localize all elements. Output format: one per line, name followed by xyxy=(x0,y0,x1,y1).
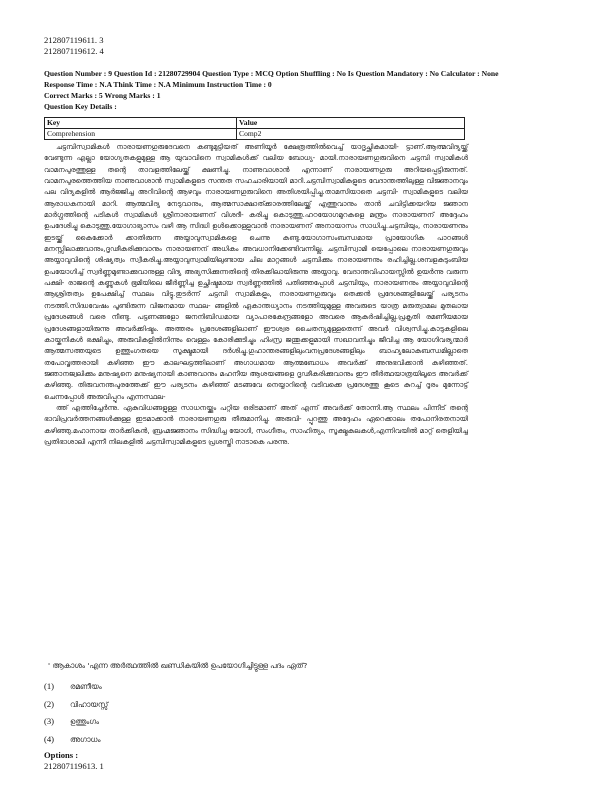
option-3[interactable] xyxy=(44,716,99,727)
table-cell-key: Comprehension xyxy=(45,129,237,140)
question-id-2: 212807119612. 4 xyxy=(44,46,104,56)
question-id-1: 212807119611. 3 xyxy=(44,35,104,45)
option-number: (2) xyxy=(44,699,55,709)
table-header-value: Value xyxy=(237,118,465,129)
option-2[interactable] xyxy=(44,699,108,710)
option-text: രമണീയം xyxy=(70,682,102,691)
option-number: (4) xyxy=(44,734,55,744)
marks-line: Correct Marks : 5 Wrong Marks : 1 xyxy=(44,91,161,100)
table-header-key: Key xyxy=(45,118,237,129)
option-number: (1) xyxy=(44,681,55,691)
question-meta-line-1: Question Number : 9 Question Id : 21280729904 Question Type : MCQ Option Shuffling : No Is Question Mandatory : No Calculator : None xyxy=(44,69,499,78)
comprehension-passage xyxy=(44,142,468,448)
table-cell-value: Comp2 xyxy=(237,129,465,140)
passage-paragraph-2: ത്ത് എത്തിച്ചേർന്നു. ഏകുവിധങ്ങളുള്ള സാധനയ്ക്കും പറ്റിയ ഒരിടമാണ് അത് എന്ന് അവർക്ക് തോന്നി.ആ സ്ഥലം പിന്നീട് തന്റെ ഭാവിപ്രവർത്തനങ്ങൾക്കുള്ള ഇടമാക്കാൻ നാരായണഗുരു തീരുമാനിച്ചു. അരുവി- പ്പുറത്തു അദ്ദേഹം ഏറെക്കാലം തപോനിരതനായി കഴിഞ്ഞു.മഹാനായ താർക്കികൻ, ബ്രഹ്മജ്ഞാനം സിദ്ധിച്ച യോഗി, സംഗീതം, സാഹിത്യം, സൂക്ഷ്മകലകൾ,എന്നിവയിൽ മാറ്റ് തെളിയിച്ച പ്രതിഭാശാലി എന്നീ നിലകളിൽ ചട്ടമ്പിസ്വാമികളുടെ പ്രശസ്തി നാടാകെ പരന്നു. xyxy=(44,403,468,446)
option-text: അഗാധം xyxy=(70,735,101,744)
options-label: Options : xyxy=(44,750,79,760)
question-text: ' ആകാശം 'എന്ന അർത്ഥത്തിൽ ഖണ്ഡികയിൽ ഉപയോഗിച്ചിട്ടുള്ള പദം ഏത്? xyxy=(48,661,308,670)
table-row xyxy=(45,129,465,140)
option-number: (3) xyxy=(44,716,55,726)
option-text: വിഹായസ്സ് xyxy=(70,700,109,709)
passage-paragraph-1: ചട്ടമ്പിസ്വാമികൾ നാരായണഗുരുദേവനെ കണ്ടുമുട്ടിയത് അണിയൂർ ക്ഷേത്രത്തിൽവെച്ച് യാദൃച്ഛികമായി- ട്ടാണ്.ആത്മവിദ്യയ്ക്ക് വേണ്ടുന്ന എല്ലാ യോഗ്യതകളുമുള്ള ആ യുവാവിനെ സ്വാമികൾക്ക് വലിയ ബോധ്യ- മായി.നാരായണഗുരുവിനെ ചട്ടമ്പി സ്വാമികൾ വാമനപുരത്തുള്ള തന്റെ താവളത്തിലേയ്ക്ക് ക്ഷണിച്ചു. നാണുവാശാൻ എന്നാണ് നാരായണഗുരു അറിയപ്പെട്ടിരുന്നത്. വാമനപുരത്തെത്തിയ നാണുവാശാൻ സ്വാമികളുടെ സന്തത സഹചാരിയായി മാറി.ചട്ടമ്പിസ്വാമികളുടെ വേദാന്തത്തിലുള്ള വിജ്ഞാനവും പല വിദ്യകളിൽ ആർജ്ജിച്ച അറിവിന്റെ ആഴവും നാരായണഗുരുവിനെ അതിശയിപ്പിച്ചു.താമസിയാതെ ചട്ടമ്പി- സ്വാമികളുടെ വലിയ ആരാധകനായി മാറി. ആത്മവിദ്യ നേടുവാനും, ആത്മസാക്ഷാത്ക്കാരത്തിലേയ്ക്ക് എത്തുവാനും താൻ ചവിട്ടിക്കയറിയ ജ്ഞാന മാർഗ്ഗത്തിന്റെ പടികൾ സ്വാമികൾ ശ്രീനാരായണന് വിശദീ- കരിച്ചു കൊടുത്തു.ഹഠയോഗമുറകളെ മന്ത്രം നാരായണന് അദ്ദേഹം ഉപദേശിച്ചു കൊടുത്തു.യോഗാഭ്യാസം വഴി ആ സിദ്ധി ഉൾക്കൊള്ളുവാൻ നാരായണന് അനായാസം സാധിച്ചു.ചട്ടമ്പിയും, നാരായണനും ഇടയ്ക്ക് കൈക്കോർ ക്കാതിരുന്ന അയ്യാവുസ്വാമികളെ ചെന്നു കണ്ടു.യോഗാസംബന്ധമായ പ്രായോഗിക പാഠങ്ങൾ മനസ്സിലാക്കുവാനും,ദൃഢീകരിക്കുവാനും നാരായണന് അധികം അവധാനിക്കേണ്ടിവന്നില്ല. ചട്ടമ്പിസ്വാമി യെപ്പോലെ നാരായണഗുരുവും അയ്യാവുവിന്റെ ശിഷ്യത്വം സ്വീകരിച്ചു.അയ്യാവുസ്വാമിയിലുണ്ടായ ചില മാറ്റങ്ങൾ ചട്ടമ്പിക്കും നാരായണനും രഹിച്ചില്ല.ശമ്പളകുടുംബിയ ഉപയോഗിച്ച് സ്വർണ്ണമുണ്ടാക്കുവാനുള്ള വിദ്യ അഭ്യസിക്കുന്നതിന്റെ തിരക്കിലായിരുന്നു അയ്യാവു. വേദാന്തവിഹായസ്സിൽ ഉയർന്നു വരുന്ന പക്ഷി- രാജന്റെ കണ്ണുകൾ ഭൂമിയിലെ ജീർണ്ണിച്ച ഉച്ഛിഷ്ടമായ സ്വർണ്ണത്തിൽ പതിഞ്ഞപ്പോൾ ചട്ടമ്പിയും, നാരായണനും അയ്യാവുവിന്റെ ആശ്രിതത്വം ഉപേക്ഷിച്ച് സ്ഥലം വിട്ടു.തുടർന്ന് ചട്ടമ്പി സ്വാമികളും, നാരായണഗുരുവും തെക്കൻ പ്രദേശങ്ങളിലേയ്ക്ക് പര്യടനം നടത്തി.സിദ്ധവേഷം പൂണ്ടിരുന്ന വിജനമായ സ്ഥല- ങ്ങളിൽ ഏകാന്തധ്യാനം നടത്തിയുമുള്ള അവരുടെ യാത്ര മരുത്വാമല മുതലായ പ്രദേശങ്ങൾ വരെ നീണ്ടു. പട്ടണങ്ങളോ ജനനിബിഡമായ വ്യാപാരകേന്ദ്രങ്ങളോ അവരെ ആകർഷിച്ചില്ല.പ്രകൃതി രമണീയമായ പ്രദേശങ്ങളായിരുന്നു അവർക്കിഷ്ടം. അത്തരം പ്രദേശങ്ങളിലാണ് ഈശ്വര ചൈതന്യമുള്ളതെന്ന് അവർ വിശ്വസിച്ചു.കാടുകളിലെ കായ്കനികൾ ഭക്ഷിച്ചും, അരുവികളിൽനിന്നും വെള്ളം കോരിക്കുടിച്ചും ഹിംസ്ര ജന്തുക്കളുമായി സഖാവനിച്ചും ജീവിച്ച ആ യോഗിവര്യന്മാർ ആത്മസത്തയുടെ ഉത്തുംഗതയെ സൂക്ഷ്മമായി ദർശിച്ചു.ഗുഹാന്തരങ്ങളിലുംവനപ്രദേശങ്ങളിലും ബാഹ്യലോകബന്ധമില്ലാതെ തപോവൃത്തരായി കഴിഞ്ഞ ഈ കാലഘട്ടത്തിലാണ് അഗാധമായ ആത്മബോധം അവർക്ക് അനുഭവിക്കാൻ കഴിഞ്ഞത്. ജ്ഞാനജ്വലിക്കും മനുഷ്യനെ മനുഷ്യനായി കാണുവാനും മഹനീയ ആശയങ്ങളെ ദൃഢീകരിക്കുവാനും ഈ തീർത്ഥയാത്രയിലൂടെ അവർക്ക് കഴിഞ്ഞു. തിരുവനന്തപുരത്തേക്ക് ഈ പര്യടനം കഴിഞ്ഞ് മടങ്ങവേ നെയ്യാറിന്റെ വടിവക്കെ പ്രദേശത്തു കൂടെ കുറച്ച് ദൂരം മുന്നോട്ട് ചെന്നപ്പോൾ അരുവിപ്പുറം എന്നസ്ഥല- xyxy=(44,143,468,401)
question-meta-line-2: Response Time : N.A Think Time : N.A Minimum Instruction Time : 0 xyxy=(44,80,272,89)
option-text: ഉത്തുംഗം xyxy=(70,717,100,726)
key-details-title: Question Key Details : xyxy=(44,102,117,111)
option-4[interactable] xyxy=(44,734,100,745)
table-header-row xyxy=(45,118,465,129)
key-details-table xyxy=(44,117,465,140)
option-1[interactable] xyxy=(44,681,102,692)
option-id-line: 212807119613. 1 xyxy=(44,761,104,771)
